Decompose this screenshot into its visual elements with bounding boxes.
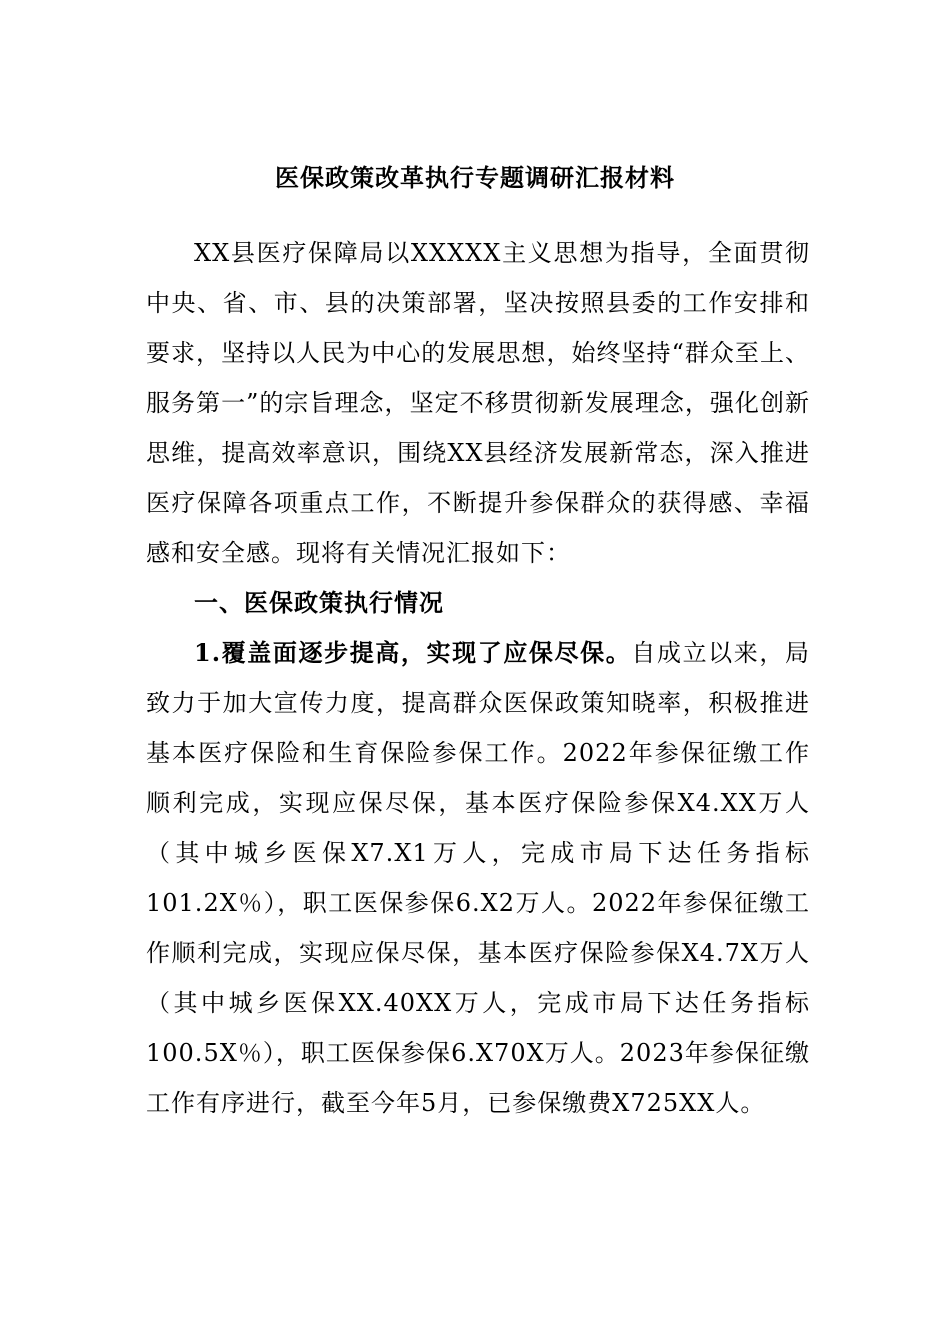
document-body (146, 228, 810, 1128)
intro-paragraph: XX县医疗保障局以XXXXX主义思想为指导，全面贯彻中央、省、市、县的决策部署，坚决按照县委的工作安排和要求，坚持以人民为中心的发展思想，始终坚持“群众至上、服务第一”的宗旨理念，坚定不移贯彻新发展理念，强化创新思维，提高效率意识，围绕XX县经济发展新常态，深入推进医疗保障各项重点工作，不断提升参保群众的获得感、幸福感和安全感。现将有关情况汇报如下： (146, 239, 810, 567)
item-text: 自成立以来，局致力于加大宣传力度，提高群众医保政策知晓率，积极推进基本医疗保险和生育保险参保工作。2022年参保征缴工作顺利完成，实现应保尽保，基本医疗保险参保X4.XX万人（其中城乡医保X7.X1万人，完成市局下达任务指标101.2X％），职工医保参保6.X2万人。2022年参保征缴工作顺利完成，实现应保尽保，基本医疗保险参保X4.7X万人（其中城乡医保XX.40XX万人，完成市局下达任务指标100.5X％），职工医保参保6.X70X万人。2023年参保征缴工作有序进行，截至今年5月，已参保缴费X725XX人。 (146, 639, 810, 1117)
item-lead: 1.覆盖面逐步提高，实现了应保尽保。 (194, 638, 632, 667)
item-paragraph (146, 628, 810, 1128)
document-title: 医保政策改革执行专题调研汇报材料 (275, 163, 675, 192)
section-heading: 一、医保政策执行情况 (194, 588, 444, 617)
